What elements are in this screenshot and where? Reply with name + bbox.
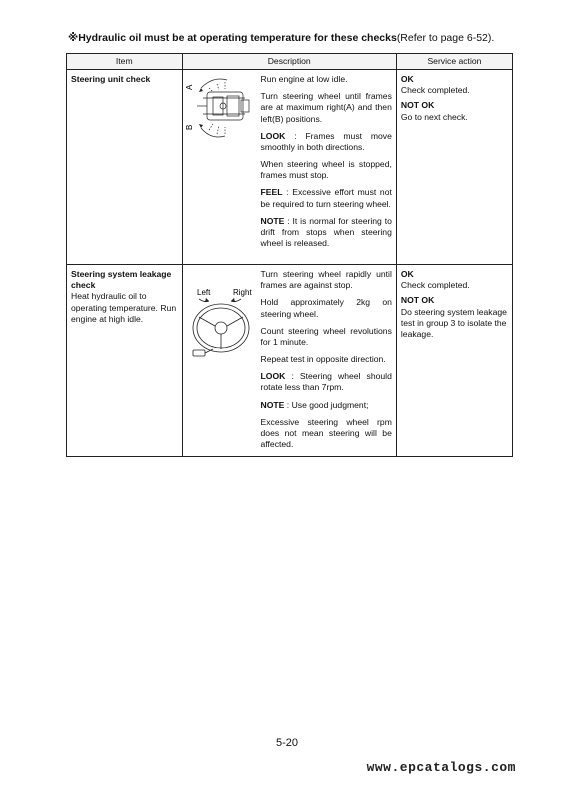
step-text: Turn steering wheel rapidly until frames are against stop. [260,269,392,291]
table-row-steering-unit [67,70,513,265]
step-keyword: FEEL [260,187,283,198]
description-cell [257,70,397,265]
action-title: NOT OK [400,100,435,111]
step-keyword: LOOK [260,371,286,382]
step-text: : It is normal for steering to drift from stops when steering wheel is released. [260,215,392,249]
note-page-reference: (Refer to page 6-52). [396,32,495,44]
column-header-description: Description [182,54,396,70]
action-title: NOT OK [400,295,435,306]
step-text: Turn steering wheel until frames are at maximum right(A) and then left(B) positions. [260,91,392,124]
step-text: : Excessive effort must not be required to turn steering wheel. [260,187,392,209]
column-header-service-action: Service action [396,54,512,70]
step-text: Repeat test in opposite direction. [260,354,386,365]
description-step [261,326,392,348]
item-title: Steering system leakage check [71,269,172,291]
action-text: Check completed. [400,85,470,96]
action-ok [401,74,508,96]
steering-wheel-diagram [183,265,257,365]
action-text: Check completed. [400,280,470,291]
description-step [261,371,392,393]
description-step [261,91,392,125]
description-step [261,269,392,291]
figure-label-b: B [184,124,194,130]
note-mark: ※ [68,32,79,44]
description-step [261,354,392,365]
item-cell [67,265,183,457]
step-text: : Steering wheel should rotate less than 7rpm. [260,371,392,393]
page-number: 5-20 [276,737,299,749]
figure-label-right: Right [232,288,252,297]
action-text: Do steering system leakage test in group 3 to isolate the leakage. [400,306,507,339]
figure-cell [182,265,257,457]
description-step [261,417,392,451]
column-header-item: Item [67,54,183,70]
action-not-ok [401,100,508,122]
service-action-cell [396,265,512,457]
step-text: Count steering wheel revolutions for 1 minute. [260,325,392,347]
figure-label-a: A [184,84,194,90]
figure-label-left: Left [196,288,210,297]
description-step [261,400,392,411]
step-text: : Use good judgment; [284,399,369,410]
step-text: Excessive steering wheel rpm does not mean steering will be affected. [260,416,392,450]
description-cell [257,265,397,457]
action-ok [401,269,508,291]
description-step [261,216,392,250]
watermark: www.epcatalogs.com [366,760,516,775]
description-step [261,297,392,319]
figure-cell [182,70,257,265]
action-not-ok [401,295,508,340]
action-title: OK [400,269,414,279]
description-step [261,131,392,153]
item-title: Steering unit check [71,74,151,84]
action-text: Go to next check. [400,111,468,122]
frame-articulation-diagram [183,70,257,150]
header-note [68,32,494,44]
step-keyword: NOTE [260,215,285,226]
description-step [261,187,392,209]
step-text: Hold approximately 2kg on steering wheel. [260,297,392,319]
table-header-row [67,54,513,70]
note-bold-text: Hydraulic oil must be at operating temperature for these checks [78,32,397,44]
item-cell [67,70,183,265]
step-text: When steering wheel is stopped, frames must stop. [260,159,392,181]
description-step [261,74,392,85]
action-title: OK [400,74,414,84]
service-action-cell [396,70,512,265]
step-keyword: NOTE [260,399,285,410]
checks-table [66,53,513,457]
step-keyword: LOOK [260,130,286,141]
step-text: Run engine at low idle. [260,74,348,84]
table-row-steering-leakage [67,265,513,457]
step-text: : Frames must move smoothly in both directions. [260,130,392,152]
description-step [261,159,392,181]
item-body: Heat hydraulic oil to operating temperature. Run engine at high idle. [71,291,177,324]
